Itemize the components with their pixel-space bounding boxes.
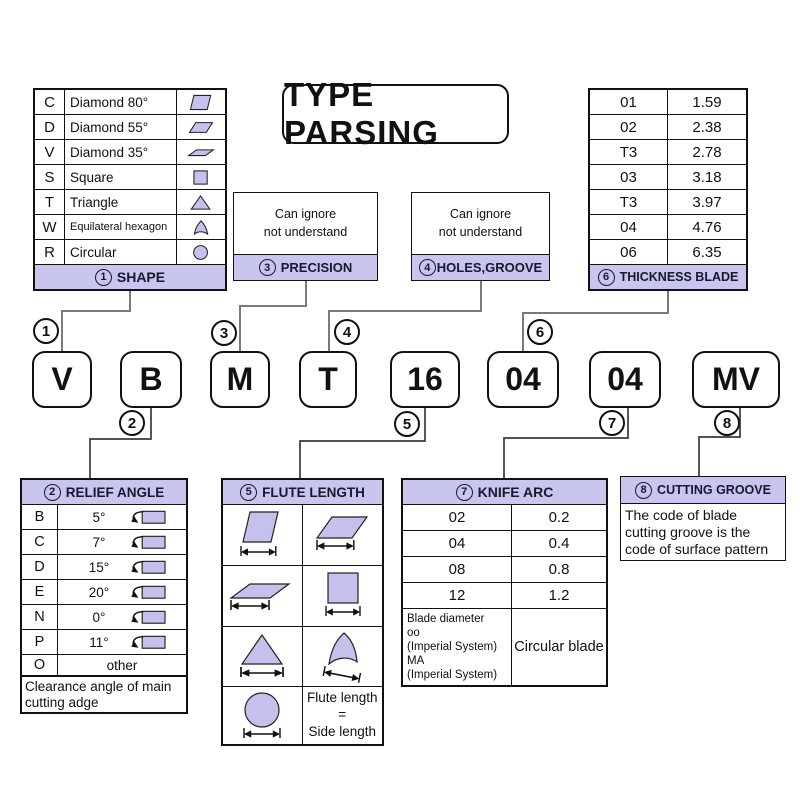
circled-number-7: 7: [456, 484, 473, 501]
table-row: [35, 90, 225, 115]
knife-circular-blade: Circular blade: [514, 639, 604, 655]
circled-number-6: 6: [598, 269, 615, 286]
knife-code: 04: [403, 531, 512, 556]
knife-table-header: [403, 480, 606, 505]
knife-value: 1.2: [548, 587, 570, 604]
connector-precision-to-m: [240, 281, 306, 351]
relief-angle-table: [20, 478, 188, 714]
shape-code: S: [35, 165, 65, 189]
table-row: [403, 505, 606, 531]
holes-groove-box: [411, 192, 550, 281]
table-row: [22, 630, 186, 655]
shape-name: Triangle: [65, 190, 177, 214]
shape-code: D: [35, 115, 65, 139]
table-row: [35, 215, 225, 240]
circled-number-1: 1: [95, 269, 112, 286]
knife-code: 08: [403, 557, 512, 582]
shape-table-footer: [35, 265, 225, 289]
thickness-value: 3.97: [692, 193, 722, 211]
holes-note: [412, 193, 549, 254]
shape-name: Diamond 55°: [65, 115, 177, 139]
thickness-value: 6.35: [692, 243, 722, 261]
code-box-groove: MV: [692, 351, 780, 408]
table-row: [22, 655, 186, 676]
relief-angle: 15°: [88, 559, 110, 575]
thickness-table: [588, 88, 748, 291]
table-row: [403, 531, 606, 557]
table-row: [22, 555, 186, 580]
circled-number-5: 5: [240, 484, 257, 501]
connector-badge-4: 4: [334, 319, 360, 345]
relief-angle-icon: [124, 558, 168, 577]
circled-number-4: 4: [419, 259, 436, 276]
shape-code: W: [35, 215, 65, 239]
code-box-shape: V: [32, 351, 92, 408]
table-row: [35, 190, 225, 215]
holes-note-line2: not understand: [438, 224, 523, 239]
knife-note-line: oo: [407, 626, 420, 639]
thickness-value: 4.76: [692, 218, 722, 236]
relief-code: C: [22, 530, 58, 554]
code-box-knife-arc: 04: [589, 351, 661, 408]
relief-angle: 7°: [92, 534, 106, 550]
table-row: [35, 140, 225, 165]
relief-angle-icon: [124, 508, 168, 527]
connector-badge-6: 6: [527, 319, 553, 345]
code-box-holes: T: [299, 351, 357, 408]
code-box-thickness: 04: [487, 351, 559, 408]
knife-arc-table: [401, 478, 608, 687]
circled-number-3: 3: [259, 259, 276, 276]
table-row: [22, 605, 186, 630]
table-row: [590, 115, 746, 140]
table-row: [403, 609, 606, 685]
relief-note: Clearance angle of main cutting adge: [22, 676, 186, 712]
table-row: [590, 190, 746, 215]
thickness-code: 02: [590, 115, 668, 139]
page-title: TYPE PARSING: [284, 76, 439, 151]
relief-code: N: [22, 605, 58, 629]
connector-shape-to-v: [62, 281, 130, 351]
knife-note-line: MA: [407, 655, 425, 667]
relief-angle: 20°: [88, 584, 110, 600]
knife-code: 12: [403, 583, 512, 608]
circled-number-8: 8: [635, 482, 652, 499]
knife-table-header-label: KNIFE ARC: [477, 484, 554, 500]
thickness-value: 1.59: [692, 93, 722, 111]
square-flute-icon: [305, 569, 379, 623]
thickness-code: 06: [590, 240, 668, 264]
table-row: [590, 90, 746, 115]
knife-code: 02: [403, 505, 512, 530]
table-row: [590, 165, 746, 190]
precision-note-line1: Can ignore: [274, 207, 337, 221]
shape-table: [33, 88, 227, 291]
code-box-precision: M: [210, 351, 270, 408]
shape-name: Diamond 80°: [65, 90, 177, 114]
holes-footer-label: HOLES,GROOVE: [436, 260, 543, 275]
precision-footer: [234, 254, 377, 280]
knife-note-line: (Imperial System): [407, 669, 498, 682]
relief-angle: 5°: [92, 509, 106, 525]
shape-code: V: [35, 140, 65, 164]
flute-length-table: [221, 478, 384, 746]
diamond-55-flute-icon: [305, 508, 379, 562]
knife-value: 0.8: [548, 561, 570, 578]
shape-code: T: [35, 190, 65, 214]
thickness-table-footer-label: THICKNESS BLADE: [619, 270, 739, 284]
square-icon: [186, 168, 216, 187]
thickness-code: 01: [590, 90, 668, 114]
connector-badge-1: 1: [33, 318, 59, 344]
relief-angle: 0°: [92, 609, 106, 625]
relief-code: D: [22, 555, 58, 579]
groove-header-label: CUTTING GROOVE: [657, 483, 771, 497]
precision-note: [234, 193, 377, 254]
groove-header: [621, 477, 785, 504]
relief-angle-icon: [124, 633, 168, 652]
relief-code: E: [22, 580, 58, 604]
flute-table-header-label: FLUTE LENGTH: [262, 484, 365, 500]
connector-badge-8: 8: [714, 410, 740, 436]
flute-text-line1: Flute length: [306, 690, 378, 706]
thickness-value: 2.38: [692, 118, 722, 136]
thickness-value: 3.18: [692, 168, 722, 186]
triangle-flute-icon: [225, 630, 299, 684]
relief-code: O: [22, 655, 58, 675]
thickness-code: T3: [590, 190, 668, 214]
code-box-relief: B: [120, 351, 182, 408]
shape-table-footer-label: SHAPE: [116, 269, 166, 285]
relief-other-value: other: [106, 657, 138, 673]
diamond-80-icon: [186, 93, 216, 112]
thickness-table-footer: [590, 265, 746, 289]
cutting-groove-box: [620, 476, 786, 561]
table-row: [35, 240, 225, 265]
flute-text-line3: Side length: [308, 723, 377, 739]
circle-flute-icon: [225, 689, 299, 743]
trigon-icon: [186, 218, 216, 237]
trigon-flute-icon: [305, 630, 379, 684]
knife-note-line: Blade diameter: [407, 612, 485, 625]
thickness-code: 03: [590, 165, 668, 189]
triangle-icon: [186, 193, 216, 212]
shape-name: Equilateral hexagon: [65, 215, 177, 239]
knife-value: 0.2: [548, 509, 570, 526]
diamond-80-flute-icon: [225, 508, 299, 562]
relief-angle-icon: [124, 583, 168, 602]
relief-angle-icon: [124, 608, 168, 627]
table-row: [35, 165, 225, 190]
relief-angle: 11°: [89, 634, 109, 650]
table-row: [590, 215, 746, 240]
precision-footer-label: PRECISION: [280, 260, 353, 275]
flute-text-line2: =: [338, 707, 347, 723]
precision-box: [233, 192, 378, 281]
connector-badge-3: 3: [211, 320, 237, 346]
table-row: [22, 505, 186, 530]
knife-value: 0.4: [548, 535, 570, 552]
holes-footer: [412, 254, 549, 280]
circle-icon: [186, 243, 216, 262]
relief-code: P: [22, 630, 58, 654]
table-row: [590, 240, 746, 265]
table-row: [35, 115, 225, 140]
holes-note-line1: Can ignore: [449, 207, 512, 221]
thickness-code: T3: [590, 140, 668, 164]
table-row: [403, 583, 606, 609]
diamond-35-flute-icon: [225, 569, 299, 623]
shape-name: Square: [65, 165, 177, 189]
shape-name: Diamond 35°: [65, 140, 177, 164]
shape-name: Circular: [65, 240, 177, 264]
knife-note-line: (Imperial System): [407, 640, 498, 653]
precision-note-line2: not understand: [263, 224, 348, 239]
relief-table-header: [22, 480, 186, 505]
diamond-55-icon: [186, 118, 216, 137]
table-row: [22, 580, 186, 605]
flute-text-cell: [303, 687, 383, 744]
shape-code: C: [35, 90, 65, 114]
shape-code: R: [35, 240, 65, 264]
relief-angle-icon: [124, 533, 168, 552]
code-box-flute: 16: [390, 351, 460, 408]
relief-code: B: [22, 505, 58, 529]
diamond-35-icon: [186, 143, 216, 162]
circled-number-2: 2: [44, 484, 61, 501]
connector-badge-2: 2: [119, 410, 145, 436]
table-row: [590, 140, 746, 165]
relief-table-header-label: RELIEF ANGLE: [65, 484, 165, 500]
title-box: [282, 76, 509, 151]
connector-badge-7: 7: [599, 410, 625, 436]
thickness-value: 2.78: [692, 143, 722, 161]
thickness-code: 04: [590, 215, 668, 239]
table-row: [403, 557, 606, 583]
knife-blade-diameter-note: [403, 609, 512, 685]
table-row: [22, 530, 186, 555]
connector-badge-5: 5: [394, 411, 420, 437]
groove-description: The code of blade cutting groove is the code of surface pattern: [625, 507, 769, 557]
flute-table-header: [223, 480, 382, 505]
